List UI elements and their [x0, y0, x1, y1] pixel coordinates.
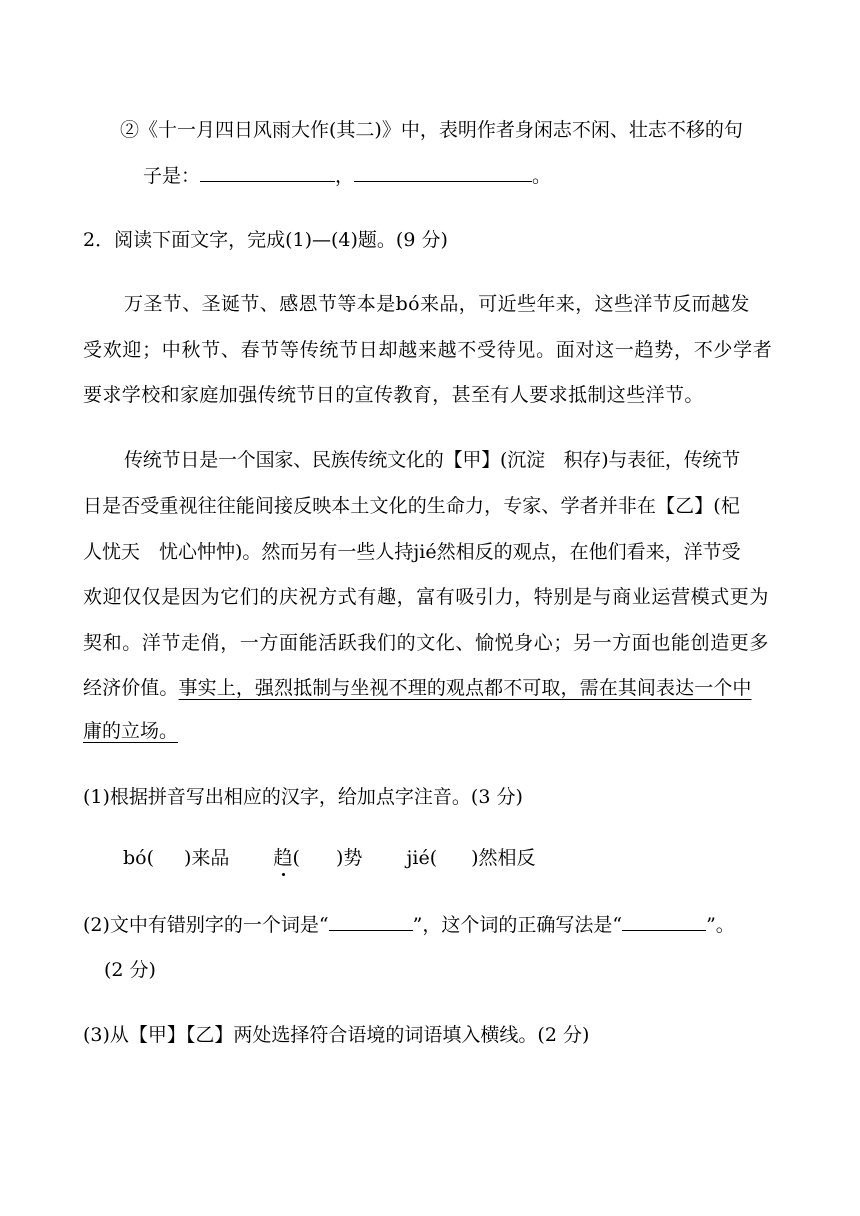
sentence-end: 。 — [532, 165, 552, 187]
item1-word: )来品 — [184, 847, 230, 869]
sub2-text-a: (2)文中有错别字的一个词是“ — [83, 914, 329, 936]
sub-question-1-items — [123, 846, 536, 870]
passage1-line3 — [83, 383, 704, 407]
item2-open: ( — [292, 847, 300, 869]
sub-question-2-line1 — [83, 912, 735, 937]
question-2-title: 2．阅读下面文字，完成(1)—(4)题。(9 分) — [83, 229, 448, 251]
passage1-line2 — [83, 338, 773, 362]
wrong-word-blank[interactable] — [329, 912, 413, 931]
passage2-line3 — [83, 540, 741, 564]
sub2-text-b: ”，这个词的正确写法是“ — [412, 914, 623, 936]
passage1-text-3: 要求学校和家庭加强传统节日的宣传教育，甚至有人要求抵制这些洋节。 — [83, 384, 704, 406]
sub-question-1-text: (1)根据拼音写出相应的汉字，给加点字注音。(3 分) — [83, 786, 523, 808]
passage1-line1 — [124, 292, 750, 316]
passage2-line4 — [83, 585, 769, 609]
correct-word-blank[interactable] — [622, 912, 706, 931]
passage2-line5 — [83, 631, 769, 655]
passage2-line7 — [83, 719, 178, 743]
sub2-score: (2 分) — [104, 959, 156, 981]
passage2-line1 — [124, 448, 740, 472]
passage1-text-2: 受欢迎；中秋节、春节等传统节日却越来越不受待见。面对这一趋势，不少学者 — [83, 339, 773, 361]
sub-question-1 — [83, 785, 523, 809]
answer-blank-1[interactable] — [200, 163, 335, 182]
answer-prefix: 子是： — [143, 165, 201, 187]
item3-word: )然相反 — [471, 847, 536, 869]
passage2-text-5: 契和。洋节走俏，一方面能活跃我们的文化、愉悦身心；另一方面也能创造更多 — [83, 632, 770, 654]
q1-item2-text: ②《十一月四日风雨大作(其二)》中，表明作者身闲志不闲、壮志不移的句 — [120, 119, 743, 141]
underlined-sentence-part1: 事实上，强烈抵制与坐视不理的观点都不可取，需在其间表达一个中 — [178, 677, 752, 699]
passage2-text-6: 经济价值。 — [83, 677, 179, 699]
passage1-text-1: 万圣节、圣诞节、感恩节等本是bó来品，可近些年来，这些洋节反而越发 — [124, 293, 750, 315]
item2-word: )势 — [335, 847, 363, 869]
passage2-text-3: 人忧天 忧心忡忡)。然而另有一些人持jié然相反的观点，在他们看来，洋节受 — [83, 541, 741, 563]
underlined-sentence-part2: 庸的立场。 — [83, 720, 179, 742]
question-2-header — [83, 228, 448, 252]
q1-item2-line2 — [143, 163, 551, 188]
passage2-line6 — [83, 676, 752, 700]
answer-blank-2[interactable] — [354, 163, 532, 182]
q1-item2-line1 — [120, 118, 743, 142]
sub-question-2-line2 — [104, 958, 156, 982]
passage2-text-1: 传统节日是一个国家、民族传统文化的【甲】(沉淀 积存)与表征，传统节 — [124, 449, 741, 471]
item3-pinyin: jié( — [406, 847, 438, 869]
sub-question-3-text: (3)从【甲】【乙】两处选择符合语境的词语填入横线。(2 分) — [83, 1024, 590, 1046]
item1-pinyin: bó( — [123, 847, 155, 869]
blank-separator: ， — [335, 165, 355, 187]
passage2-text-4: 欢迎仅仅是因为它们的庆祝方式有趣，富有吸引力，特别是与商业运营模式更为 — [83, 586, 770, 608]
passage2-line2 — [83, 494, 740, 518]
passage2-text-2: 日是否受重视往往能间接反映本土文化的生命力，专家、学者并非在【乙】(杞 — [83, 495, 740, 517]
sub-question-3 — [83, 1023, 589, 1047]
dotted-char: 趋 — [273, 847, 293, 869]
sub2-text-c: ”。 — [706, 914, 735, 936]
